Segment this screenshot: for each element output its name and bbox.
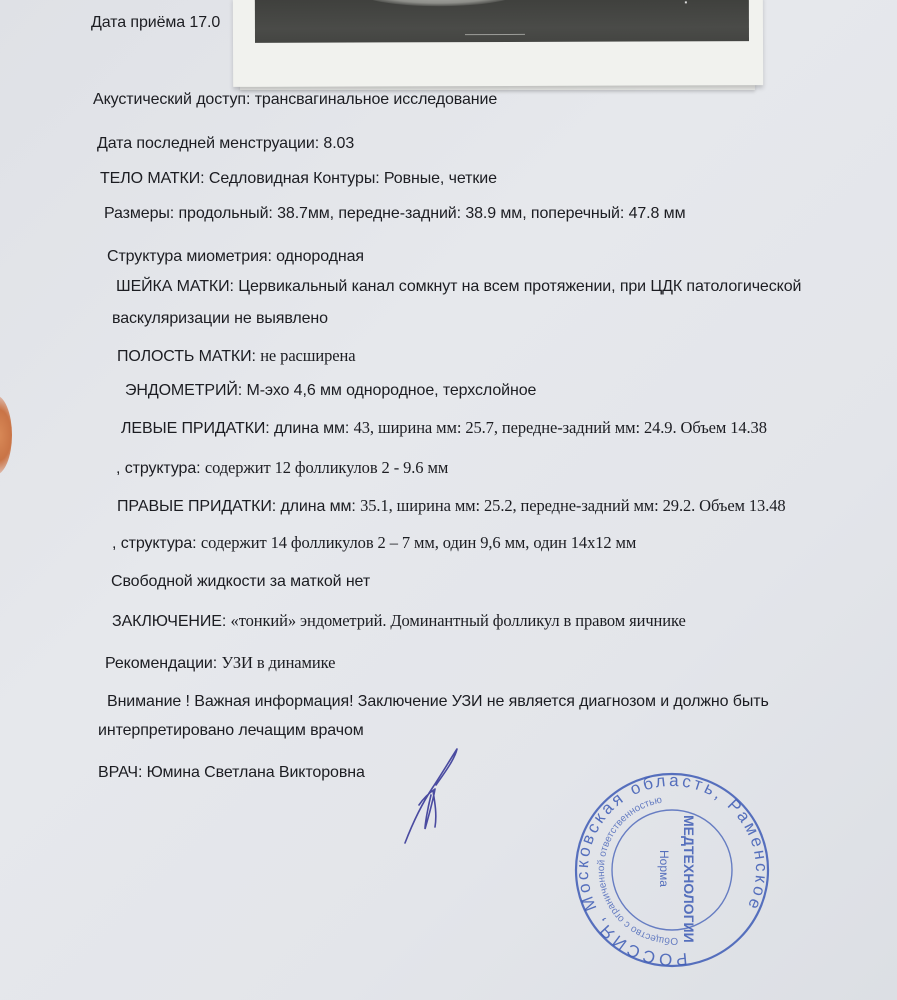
acoustic-access: Акустический доступ: трансвагинальное исследование <box>93 91 498 108</box>
free-fluid: Свободной жидкости за маткой нет <box>111 573 371 590</box>
uterine-cavity-label: ПОЛОСТЬ МАТКИ: <box>117 348 261 365</box>
uterus-dimensions: Размеры: продольный: 38.7мм, передне-задний: 38.9 мм, поперечный: 47.8 мм <box>104 205 686 222</box>
left-adnexa-structure <box>116 458 448 479</box>
cervix-line-2: васкуляризации не выявлено <box>112 310 328 327</box>
uterine-cavity-value: не расширена <box>260 346 356 365</box>
company-stamp-icon <box>572 770 772 975</box>
ultrasound-printout <box>233 0 763 87</box>
left-adnexa-label: ЛЕВЫЕ ПРИДАТКИ: длина мм: <box>121 420 354 437</box>
conclusion-value: «тонкий» эндометрий. Доминантный фолликул в правом яичнике <box>230 611 686 630</box>
disclaimer-line-2: интерпретировано лечащим врачом <box>98 722 364 739</box>
svg-text:Общество с ограниченной ответс: Общество с ограниченной ответственностью <box>595 794 679 947</box>
left-adnexa <box>121 418 767 439</box>
right-structure-value: содержит 14 фолликулов 2 – 7 мм, один 9,6 мм, один 14х12 мм <box>200 533 637 552</box>
ultrasound-image <box>255 0 749 43</box>
visit-date: Дата приёма 17.0 <box>91 14 221 31</box>
scale-bar <box>465 34 525 35</box>
svg-text:МЕДТЕХНОЛОГИИ: МЕДТЕХНОЛОГИИ <box>681 815 697 943</box>
recommendations-value: УЗИ в динамике <box>221 653 336 672</box>
signature-icon <box>395 745 475 850</box>
recommendations <box>105 653 335 674</box>
uterine-cavity <box>117 346 355 367</box>
svg-text:Норма: Норма <box>657 850 671 887</box>
left-adnexa-values: 43, ширина мм: 25.7, передне-задний мм: 24.9. Объем 14.38 <box>353 418 767 437</box>
right-adnexa-structure <box>112 533 636 554</box>
cervix-line-1: ШЕЙКА МАТКИ: Цервикальный канал сомкнут на всем протяжении, при ЦДК патологической <box>116 278 802 295</box>
conclusion <box>112 611 686 632</box>
right-adnexa-label: ПРАВЫЕ ПРИДАТКИ: длина мм: <box>117 498 361 515</box>
left-structure-label: , структура: <box>116 460 205 477</box>
uterus-body: ТЕЛО МАТКИ: Седловидная Контуры: Ровные, четкие <box>100 170 497 187</box>
svg-text:РОССИЯ, Московская область, Ра: РОССИЯ, Московская область, Раменское <box>572 770 772 970</box>
marker-dot <box>685 1 687 3</box>
right-adnexa-values: 35.1, ширина мм: 25.2, передне-задний мм: 29.2. Объем 13.48 <box>360 496 786 515</box>
finger-edge <box>0 395 12 475</box>
ultrasound-echo-shape <box>360 0 520 6</box>
left-structure-value: содержит 12 фолликулов 2 - 9.6 мм <box>204 458 449 477</box>
conclusion-label: ЗАКЛЮЧЕНИЕ: <box>112 613 231 630</box>
myometrium-structure: Структура миометрия: однородная <box>107 248 364 265</box>
doctor-name: ВРАЧ: Юмина Светлана Викторовна <box>98 764 365 781</box>
last-menstruation: Дата последней менструации: 8.03 <box>97 135 355 152</box>
disclaimer-line-1: Внимание ! Важная информация! Заключение УЗИ не является диагнозом и должно быть <box>107 693 769 710</box>
endometrium: ЭНДОМЕТРИЙ: М-эхо 4,6 мм однородное, терхслойное <box>125 382 537 399</box>
right-adnexa <box>117 496 786 517</box>
right-structure-label: , структура: <box>112 535 201 552</box>
recommendations-label: Рекомендации: <box>105 655 222 672</box>
